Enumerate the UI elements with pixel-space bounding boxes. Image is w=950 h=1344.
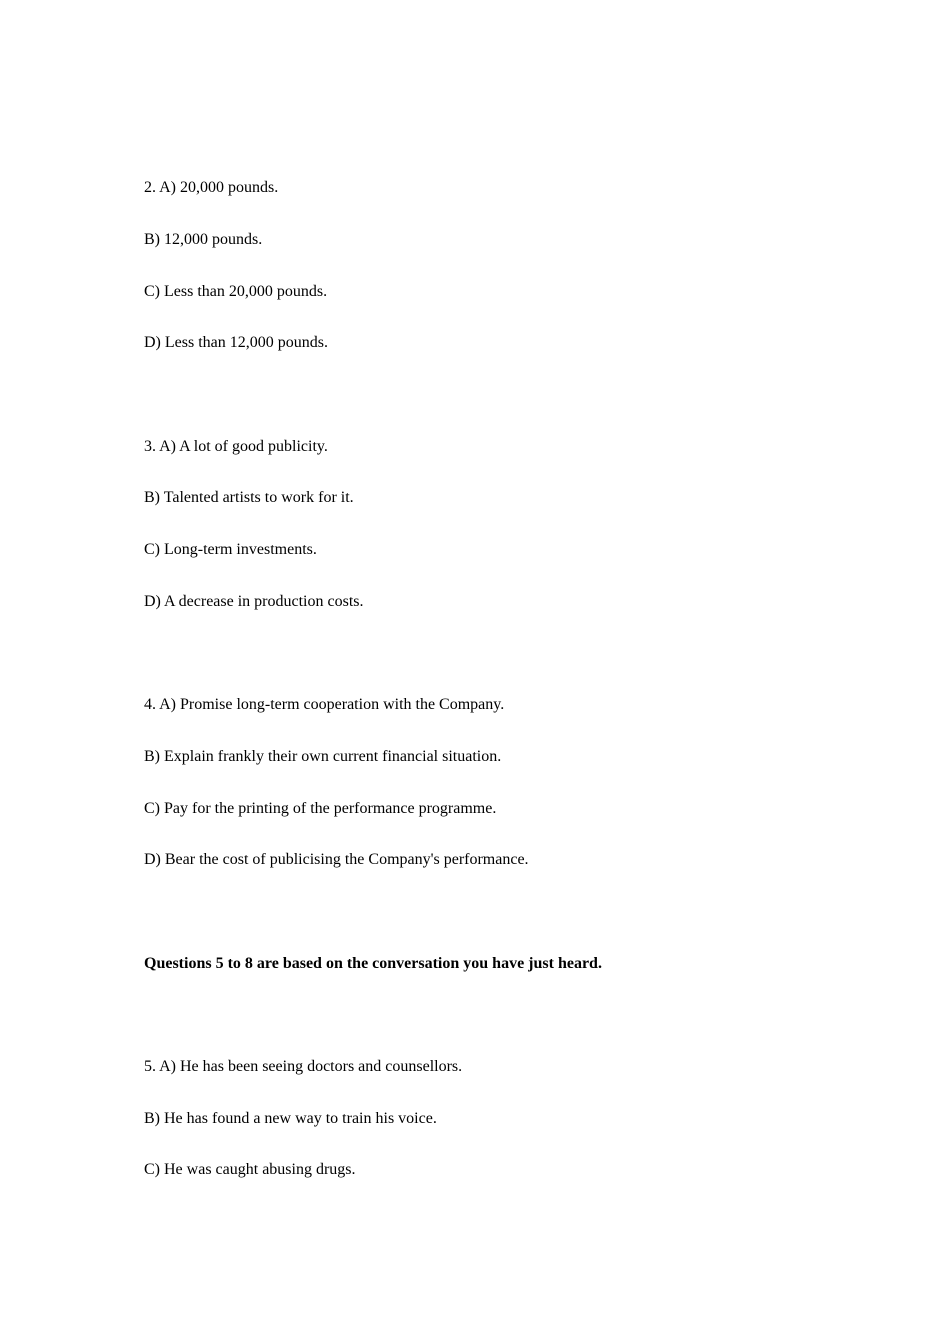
q3-option-b: B) Talented artists to work for it. — [144, 489, 354, 506]
q5-option-a: 5. A) He has been seeing doctors and counsellors. — [144, 1058, 463, 1075]
q5-option-b: B) He has found a new way to train his voice. — [144, 1110, 437, 1127]
q3-option-d: D) A decrease in production costs. — [144, 593, 364, 610]
q2-option-b: B) 12,000 pounds. — [144, 231, 263, 248]
q4-option-d: D) Bear the cost of publicising the Company's performance. — [144, 851, 529, 868]
q3-option-c: C) Long-term investments. — [144, 541, 317, 558]
q2-option-c: C) Less than 20,000 pounds. — [144, 283, 328, 300]
q2-option-a: 2. A) 20,000 pounds. — [144, 179, 279, 196]
q4-option-c: C) Pay for the printing of the performance programme. — [144, 800, 497, 817]
section-heading: Questions 5 to 8 are based on the conversation you have just heard. — [144, 955, 602, 972]
q2-option-d: D) Less than 12,000 pounds. — [144, 334, 328, 351]
q3-option-a: 3. A) A lot of good publicity. — [144, 438, 328, 455]
q4-option-b: B) Explain frankly their own current financial situation. — [144, 748, 502, 765]
q5-option-c: C) He was caught abusing drugs. — [144, 1161, 356, 1178]
q4-option-a: 4. A) Promise long-term cooperation with the Company. — [144, 696, 505, 713]
